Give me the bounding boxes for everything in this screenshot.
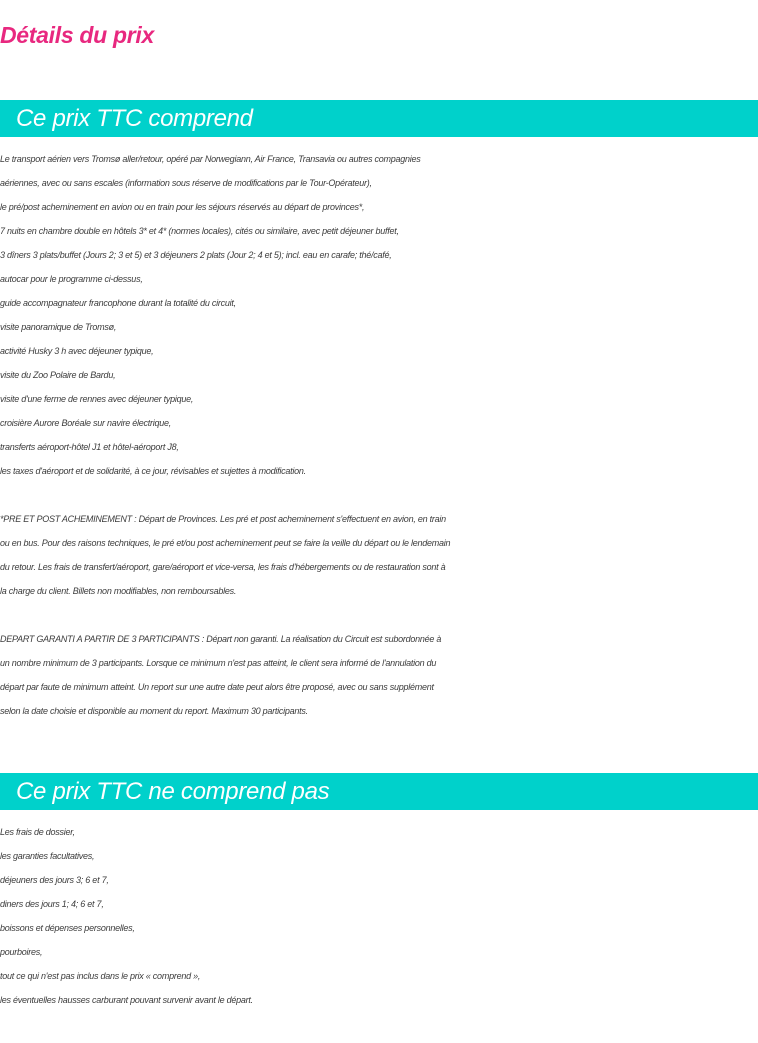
note-line: ou en bus. Pour des raisons techniques, le pré et/ou post acheminement peut se faire la veille du départ ou le lendemain	[0, 538, 451, 548]
note-line: un nombre minimum de 3 participants. Lorsque ce minimum n'est pas atteint, le client sera informé de l'annulation du	[0, 658, 437, 668]
excluded-line: Les frais de dossier,	[0, 827, 75, 837]
excluded-line: les éventuelles hausses carburant pouvant survenir avant le départ.	[0, 995, 253, 1005]
included-line: autocar pour le programme ci-dessus,	[0, 274, 143, 284]
included-line: visite du Zoo Polaire de Bardu,	[0, 370, 116, 380]
included-line: transferts aéroport-hôtel J1 et hôtel-aéroport J8,	[0, 442, 179, 452]
preacheminement-note	[0, 507, 758, 603]
included-line: Le transport aérien vers Tromsø aller/retour, opéré par Norwegiann, Air France, Transavia ou autres compagnies	[0, 154, 421, 164]
included-heading: Ce prix TTC comprend	[16, 105, 253, 132]
depart-garanti-note	[0, 627, 758, 723]
included-line: aériennes, avec ou sans escales (information sous réserve de modifications par le Tour-Opérateur),	[0, 178, 372, 188]
excluded-section-header	[0, 773, 758, 810]
included-line: 3 dîners 3 plats/buffet (Jours 2; 3 et 5) et 3 déjeuners 2 plats (Jour 2; 4 et 5); incl. eau en carafe; thé/café,	[0, 250, 392, 260]
note-line: selon la date choisie et disponible au moment du report. Maximum 30 participants.	[0, 706, 308, 716]
note-line: la charge du client. Billets non modifiables, non remboursables.	[0, 586, 237, 596]
included-list	[0, 147, 758, 483]
included-line: activité Husky 3 h avec déjeuner typique,	[0, 346, 154, 356]
included-line: croisière Aurore Boréale sur navire électrique,	[0, 418, 172, 428]
excluded-line: pourboires,	[0, 947, 43, 957]
excluded-line: tout ce qui n'est pas inclus dans le prix « comprend »,	[0, 971, 201, 981]
excluded-line: déjeuners des jours 3; 6 et 7,	[0, 875, 109, 885]
included-line: le pré/post acheminement en avion ou en train pour les séjours réservés au départ de provinces*,	[0, 202, 365, 212]
note-line: du retour. Les frais de transfert/aéroport, gare/aéroport et vice-versa, les frais d'hébergements ou de restauration sont à	[0, 562, 446, 572]
excluded-line: boissons et dépenses personnelles,	[0, 923, 135, 933]
included-line: visite panoramique de Tromsø,	[0, 322, 117, 332]
included-line: guide accompagnateur francophone durant la totalité du circuit,	[0, 298, 236, 308]
note-line: *PRE ET POST ACHEMINEMENT : Départ de Provinces. Les pré et post acheminement s'effectuent en avion, en train	[0, 514, 446, 524]
excluded-list	[0, 820, 758, 1012]
excluded-heading: Ce prix TTC ne comprend pas	[16, 778, 330, 805]
included-section-header	[0, 100, 758, 137]
included-line: visite d'une ferme de rennes avec déjeuner typique,	[0, 394, 194, 404]
note-line: DEPART GARANTI A PARTIR DE 3 PARTICIPANTS : Départ non garanti. La réalisation du Circuit est subordonnée à	[0, 634, 442, 644]
excluded-line: les garanties facultatives,	[0, 851, 95, 861]
included-line: 7 nuits en chambre double en hôtels 3* et 4* (normes locales), cités ou similaire, avec petit déjeuner buffet,	[0, 226, 399, 236]
page-title: Détails du prix	[0, 22, 154, 48]
included-line: les taxes d'aéroport et de solidarité, à ce jour, révisables et sujettes à modification.	[0, 466, 306, 476]
note-line: départ par faute de minimum atteint. Un report sur une autre date peut alors être proposé, avec ou sans supplément	[0, 682, 434, 692]
excluded-line: diners des jours 1; 4; 6 et 7,	[0, 899, 104, 909]
